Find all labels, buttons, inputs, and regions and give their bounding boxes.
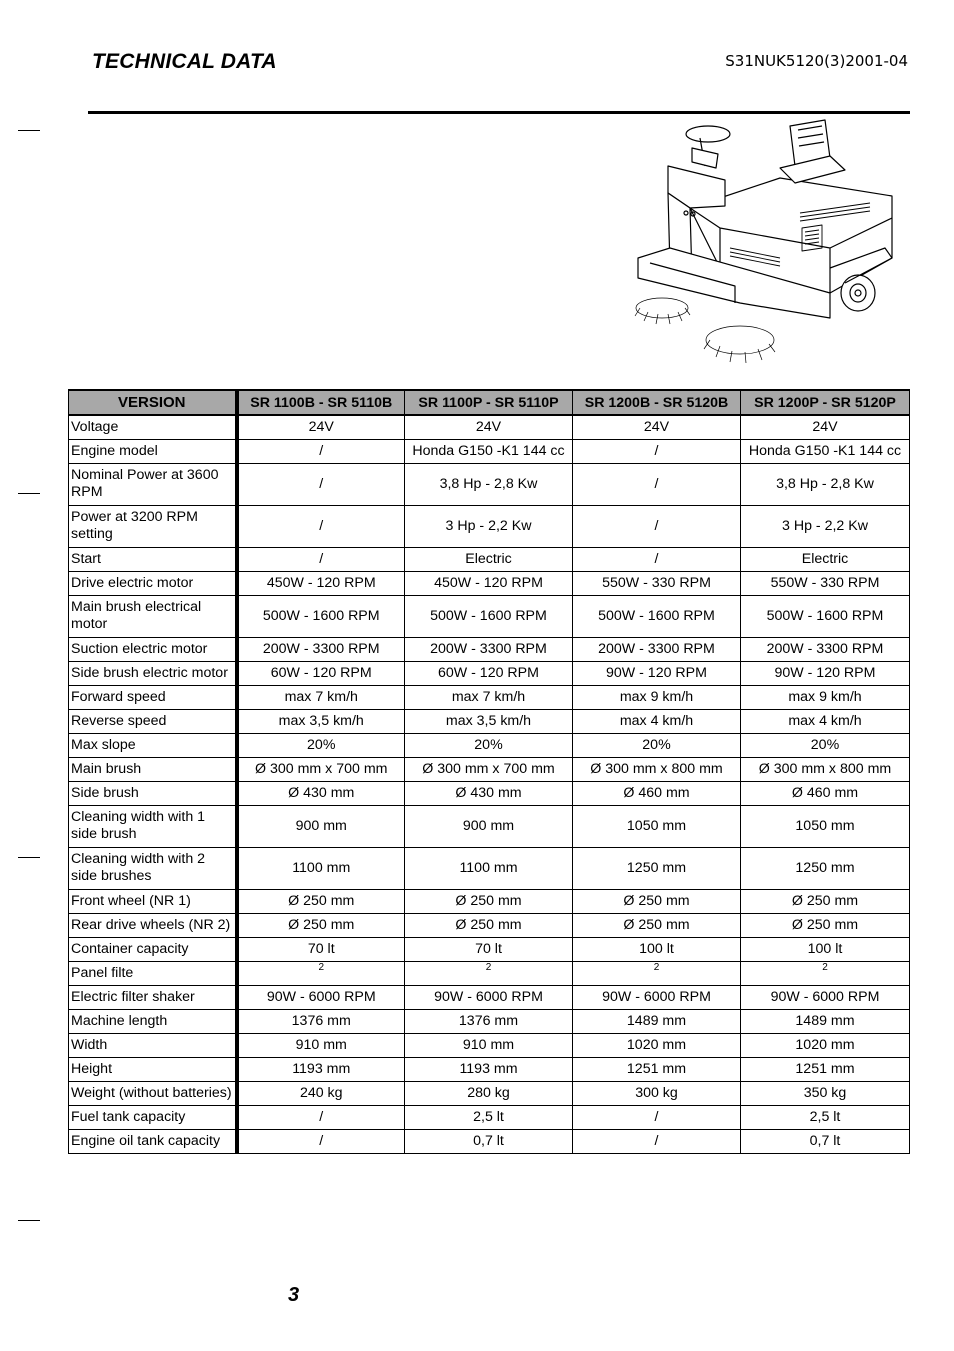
table-cell: 90W - 6000 RPM	[237, 985, 405, 1009]
table-cell: 500W - 1600 RPM	[405, 595, 573, 637]
row-label: Fuel tank capacity	[69, 1105, 237, 1129]
table-cell: max 3,5 km/h	[405, 709, 573, 733]
table-cell: 1100 mm	[405, 847, 573, 889]
table-cell: /	[237, 1105, 405, 1129]
table-cell: 90W - 120 RPM	[741, 661, 910, 685]
row-label: Width	[69, 1033, 237, 1057]
table-cell: 300 kg	[573, 1081, 741, 1105]
table-row	[69, 637, 910, 661]
table-cell: max 4 km/h	[573, 709, 741, 733]
table-cell: 1050 mm	[573, 805, 741, 847]
table-row	[69, 595, 910, 637]
document-code: S31NUK5120(3)2001-04	[725, 52, 908, 70]
table-cell: 450W - 120 RPM	[405, 571, 573, 595]
table-cell: max 4 km/h	[741, 709, 910, 733]
row-label: Front wheel (NR 1)	[69, 889, 237, 913]
table-row	[69, 985, 910, 1009]
table-cell: 550W - 330 RPM	[573, 571, 741, 595]
table-row	[69, 439, 910, 463]
table-cell: 450W - 120 RPM	[237, 571, 405, 595]
table-cell: 1250 mm	[741, 847, 910, 889]
table-cell: 2	[405, 961, 573, 985]
table-cell: 1193 mm	[237, 1057, 405, 1081]
row-label: Weight (without batteries)	[69, 1081, 237, 1105]
table-cell: 0,7 lt	[405, 1129, 573, 1153]
column-header: SR 1200P - SR 5120P	[741, 390, 910, 415]
table-cell: 60W - 120 RPM	[405, 661, 573, 685]
table-cell: Ø 300 mm x 800 mm	[741, 757, 910, 781]
table-row	[69, 757, 910, 781]
row-label: Power at 3200 RPM setting	[69, 505, 237, 547]
table-cell: 3,8 Hp - 2,8 Kw	[405, 463, 573, 505]
table-cell: 2,5 lt	[741, 1105, 910, 1129]
table-cell: 0,7 lt	[741, 1129, 910, 1153]
table-cell: Ø 250 mm	[237, 889, 405, 913]
table-cell: 1193 mm	[405, 1057, 573, 1081]
table-row	[69, 805, 910, 847]
table-cell: Honda G150 -K1 144 cc	[405, 439, 573, 463]
table-cell: 24V	[741, 415, 910, 439]
table-cell: max 9 km/h	[741, 685, 910, 709]
table-cell: 2	[741, 961, 910, 985]
table-cell: 1376 mm	[237, 1009, 405, 1033]
table-cell: 90W - 6000 RPM	[741, 985, 910, 1009]
table-cell: 1050 mm	[741, 805, 910, 847]
table-row	[69, 1057, 910, 1081]
row-label: Container capacity	[69, 937, 237, 961]
table-cell: 20%	[237, 733, 405, 757]
row-label: Cleaning width with 1 side brush	[69, 805, 237, 847]
table-cell: 1020 mm	[573, 1033, 741, 1057]
row-label: Cleaning width with 2 side brushes	[69, 847, 237, 889]
margin-mark	[18, 130, 40, 131]
page-title: TECHNICAL DATA	[92, 50, 277, 73]
row-label: Height	[69, 1057, 237, 1081]
row-label: Start	[69, 547, 237, 571]
table-cell: 100 lt	[741, 937, 910, 961]
table-cell: /	[573, 547, 741, 571]
row-label: Engine oil tank capacity	[69, 1129, 237, 1153]
table-cell: 24V	[237, 415, 405, 439]
table-cell: 1100 mm	[237, 847, 405, 889]
table-cell: Ø 250 mm	[573, 889, 741, 913]
table-row	[69, 1105, 910, 1129]
table-row	[69, 913, 910, 937]
table-cell: 3,8 Hp - 2,8 Kw	[741, 463, 910, 505]
row-label: Max slope	[69, 733, 237, 757]
table-cell: Ø 460 mm	[741, 781, 910, 805]
table-cell: 200W - 3300 RPM	[237, 637, 405, 661]
table-cell: Ø 300 mm x 700 mm	[405, 757, 573, 781]
table-cell: 20%	[741, 733, 910, 757]
table-cell: max 9 km/h	[573, 685, 741, 709]
table-row	[69, 505, 910, 547]
table-cell: Ø 250 mm	[741, 913, 910, 937]
table-cell: 3 Hp - 2,2 Kw	[741, 505, 910, 547]
table-cell: 900 mm	[405, 805, 573, 847]
row-label: Forward speed	[69, 685, 237, 709]
table-cell: 1489 mm	[573, 1009, 741, 1033]
table-cell: 240 kg	[237, 1081, 405, 1105]
row-label: Main brush	[69, 757, 237, 781]
table-cell: 3 Hp - 2,2 Kw	[405, 505, 573, 547]
margin-mark	[18, 1220, 40, 1221]
table-row	[69, 463, 910, 505]
table-cell: 500W - 1600 RPM	[573, 595, 741, 637]
table-cell: Ø 250 mm	[405, 913, 573, 937]
table-cell: 500W - 1600 RPM	[741, 595, 910, 637]
table-cell: 1020 mm	[741, 1033, 910, 1057]
row-label: Voltage	[69, 415, 237, 439]
table-cell: Electric	[405, 547, 573, 571]
table-cell: 200W - 3300 RPM	[405, 637, 573, 661]
table-row	[69, 1009, 910, 1033]
column-header: SR 1100P - SR 5110P	[405, 390, 573, 415]
row-label: Rear drive wheels (NR 2)	[69, 913, 237, 937]
table-cell: 910 mm	[405, 1033, 573, 1057]
table-cell: /	[237, 505, 405, 547]
column-header-version: VERSION	[69, 390, 237, 415]
table-cell: 2,5 lt	[405, 1105, 573, 1129]
table-cell: 900 mm	[237, 805, 405, 847]
table-cell: 200W - 3300 RPM	[741, 637, 910, 661]
table-cell: /	[573, 439, 741, 463]
table-cell: max 7 km/h	[237, 685, 405, 709]
row-label: Reverse speed	[69, 709, 237, 733]
table-header-row	[69, 390, 910, 415]
table-cell: Ø 430 mm	[237, 781, 405, 805]
table-cell: Ø 250 mm	[741, 889, 910, 913]
row-label: Side brush	[69, 781, 237, 805]
table-cell: 90W - 120 RPM	[573, 661, 741, 685]
table-cell: /	[237, 463, 405, 505]
table-cell: 500W - 1600 RPM	[237, 595, 405, 637]
table-cell: /	[237, 439, 405, 463]
row-label: Electric filter shaker	[69, 985, 237, 1009]
table-cell: 2	[573, 961, 741, 985]
table-cell: /	[573, 1129, 741, 1153]
row-label: Drive electric motor	[69, 571, 237, 595]
table-cell: 200W - 3300 RPM	[573, 637, 741, 661]
table-cell: Ø 430 mm	[405, 781, 573, 805]
table-cell: 2	[237, 961, 405, 985]
table-cell: /	[237, 1129, 405, 1153]
table-row	[69, 889, 910, 913]
table-cell: max 7 km/h	[405, 685, 573, 709]
table-row	[69, 661, 910, 685]
table-cell: Ø 300 mm x 800 mm	[573, 757, 741, 781]
margin-mark	[18, 857, 40, 858]
table-cell: /	[573, 505, 741, 547]
table-cell: 280 kg	[405, 1081, 573, 1105]
table-cell: 910 mm	[237, 1033, 405, 1057]
table-row	[69, 709, 910, 733]
table-cell: 24V	[573, 415, 741, 439]
row-label: Engine model	[69, 439, 237, 463]
table-cell: 1376 mm	[405, 1009, 573, 1033]
table-cell: 20%	[573, 733, 741, 757]
row-label: Machine length	[69, 1009, 237, 1033]
table-row	[69, 733, 910, 757]
column-header: SR 1200B - SR 5120B	[573, 390, 741, 415]
table-cell: Ø 250 mm	[405, 889, 573, 913]
row-label: Suction electric motor	[69, 637, 237, 661]
row-label: Side brush electric motor	[69, 661, 237, 685]
table-cell: 550W - 330 RPM	[741, 571, 910, 595]
table-cell: 1250 mm	[573, 847, 741, 889]
table-row	[69, 547, 910, 571]
table-cell: Ø 250 mm	[573, 913, 741, 937]
table-row	[69, 847, 910, 889]
table-cell: /	[573, 463, 741, 505]
table-cell: 90W - 6000 RPM	[573, 985, 741, 1009]
table-cell: 60W - 120 RPM	[237, 661, 405, 685]
table-cell: 350 kg	[741, 1081, 910, 1105]
column-header: SR 1100B - SR 5110B	[237, 390, 405, 415]
table-cell: 20%	[405, 733, 573, 757]
table-cell: max 3,5 km/h	[237, 709, 405, 733]
header-divider	[88, 111, 910, 114]
page-number: 3	[288, 1284, 300, 1306]
table-row	[69, 571, 910, 595]
table-row	[69, 781, 910, 805]
table-row	[69, 937, 910, 961]
table-cell: 90W - 6000 RPM	[405, 985, 573, 1009]
table-cell: 70 lt	[405, 937, 573, 961]
margin-mark	[18, 493, 40, 494]
table-cell: 70 lt	[237, 937, 405, 961]
table-cell: /	[573, 1105, 741, 1129]
table-cell: Ø 300 mm x 700 mm	[237, 757, 405, 781]
table-row	[69, 1129, 910, 1153]
table-row	[69, 1033, 910, 1057]
table-cell: 1251 mm	[573, 1057, 741, 1081]
table-cell: 1251 mm	[741, 1057, 910, 1081]
technical-data-table	[68, 389, 910, 1154]
table-cell: /	[237, 547, 405, 571]
row-label: Panel filte	[69, 961, 237, 985]
row-label: Main brush electrical motor	[69, 595, 237, 637]
table-row	[69, 961, 910, 985]
table-cell: 24V	[405, 415, 573, 439]
table-row	[69, 1081, 910, 1105]
table-cell: 100 lt	[573, 937, 741, 961]
table-row	[69, 685, 910, 709]
table-row	[69, 415, 910, 439]
table-cell: Honda G150 -K1 144 cc	[741, 439, 910, 463]
table-cell: Ø 460 mm	[573, 781, 741, 805]
table-cell: Electric	[741, 547, 910, 571]
row-label: Nominal Power at 3600 RPM	[69, 463, 237, 505]
table-body	[69, 415, 910, 1153]
sweeper-machine-illustration	[630, 118, 910, 368]
table-cell: 1489 mm	[741, 1009, 910, 1033]
table-cell: Ø 250 mm	[237, 913, 405, 937]
